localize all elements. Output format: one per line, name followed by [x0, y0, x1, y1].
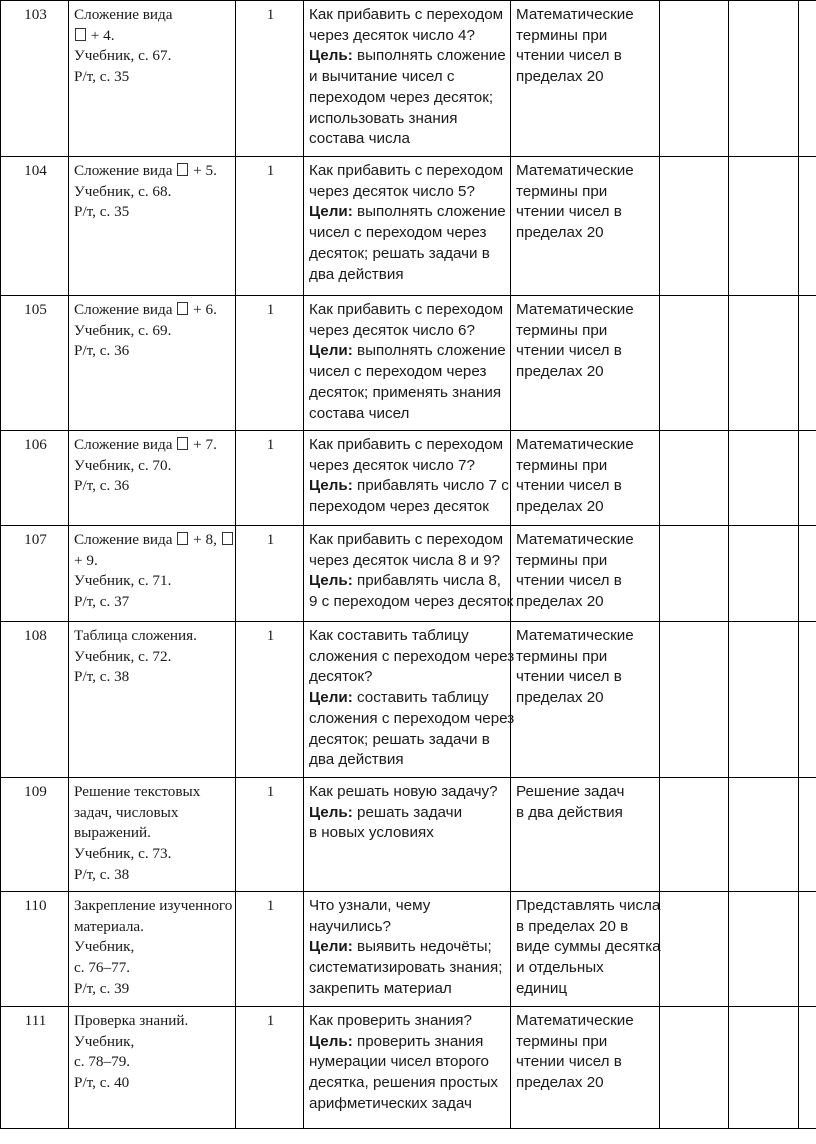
empty-cell-1: [660, 892, 729, 1007]
question-line: Как прибавить с переходом: [309, 301, 504, 318]
question-goal-cell: [304, 892, 511, 1007]
goal-label: Цель:: [309, 47, 353, 65]
terms-line: термины при: [516, 1032, 608, 1050]
goal-line: [309, 404, 507, 425]
terms-line: термины при: [516, 647, 608, 665]
topic-line: Учебник, с. 73.: [74, 845, 172, 863]
goal-label: Цель:: [309, 803, 353, 821]
lesson-number-cell: 105: [1, 296, 69, 431]
hours-cell: 1: [236, 622, 304, 778]
topic-line: Учебник, с. 70.: [74, 456, 172, 474]
empty-cell-1: [660, 296, 729, 431]
hours-cell: 1: [236, 778, 304, 892]
empty-cell-2: [729, 778, 799, 892]
question-goal-cell: [304, 1, 511, 157]
goal-text: два действия: [309, 751, 404, 769]
goal-line: [309, 202, 507, 223]
lesson-topic-cell: [69, 1, 236, 157]
placeholder-box-icon: [177, 163, 188, 176]
goal-text: составить таблицу: [352, 689, 489, 707]
goal-line: [309, 244, 507, 265]
empty-cell-3: [799, 892, 816, 1007]
question-line: Как прибавить с переходом: [309, 6, 504, 23]
topic-line: Проверка знаний.: [74, 1012, 189, 1029]
goal-line: [309, 88, 507, 109]
terms-line: Математические: [516, 436, 634, 453]
terms-line: в пределах 20 в: [516, 917, 629, 935]
empty-cell-1: [660, 1007, 729, 1129]
goal-text: арифметических задач: [309, 1094, 472, 1112]
terms-line: Математические: [516, 1012, 634, 1029]
lesson-topic-cell: [69, 526, 236, 622]
placeholder-box-icon: [222, 532, 233, 545]
lesson-number-cell: 108: [1, 622, 69, 778]
terms-line: термины при: [516, 182, 608, 200]
lesson-number-cell: 111: [1, 1007, 69, 1129]
goal-text: сложения с переходом через: [309, 709, 515, 727]
lesson-topic-cell: [69, 892, 236, 1007]
hours-cell: 1: [236, 157, 304, 296]
placeholder-box-icon: [177, 302, 188, 315]
lesson-topic-cell: [69, 1007, 236, 1129]
goal-text: решать задачи: [352, 803, 463, 821]
question-line: через десяток число 5?: [309, 182, 475, 200]
topic-line: Учебник, с. 69.: [74, 321, 172, 339]
terms-line: пределах 20: [516, 68, 604, 86]
goal-text: систематизировать знания;: [309, 959, 503, 977]
topic-line: Р/т, с. 35: [74, 68, 130, 86]
goal-text: переходом через десяток;: [309, 88, 494, 106]
terms-line: чтении чисел в: [516, 572, 622, 590]
lesson-topic-cell: [69, 431, 236, 526]
terms-line: пределах 20: [516, 593, 604, 611]
goal-line: [309, 476, 507, 497]
terms-line: чтении чисел в: [516, 1053, 622, 1071]
terms-line: чтении чисел в: [516, 203, 622, 221]
empty-cell-2: [729, 1, 799, 157]
terms-line: пределах 20: [516, 1074, 604, 1092]
topic-line: Р/т, с. 37: [74, 593, 130, 611]
empty-cell-1: [660, 622, 729, 778]
lesson-number-cell: 109: [1, 778, 69, 892]
terms-line: единиц: [516, 979, 568, 997]
topic-line: задач, числовых: [74, 803, 179, 821]
empty-cell-3: [799, 622, 816, 778]
goal-line: [309, 688, 507, 709]
goal-label: Цели:: [309, 938, 353, 956]
topic-line: Р/т, с. 38: [74, 668, 130, 686]
terms-line: пределах 20: [516, 224, 604, 242]
question-line: научились?: [309, 917, 391, 935]
goal-line: [309, 129, 507, 150]
empty-cell-3: [799, 431, 816, 526]
terms-cell: [511, 892, 660, 1007]
table-row: [1, 296, 816, 431]
hours-cell: 1: [236, 296, 304, 431]
goal-text: десятка, решения простых: [309, 1074, 498, 1092]
goal-text: прибавлять число 7 с: [352, 477, 509, 495]
lesson-number-cell: 104: [1, 157, 69, 296]
goal-label: Цель:: [309, 1032, 353, 1050]
goal-line: [309, 1094, 507, 1115]
hours-cell: 1: [236, 1007, 304, 1129]
terms-line: Математические: [516, 6, 634, 23]
question-line: через десяток числа 8 и 9?: [309, 551, 501, 569]
topic-line: Р/т, с. 35: [74, 203, 130, 221]
goal-line: [309, 265, 507, 286]
goal-text: и вычитание чисел с: [309, 68, 455, 86]
hours-cell: 1: [236, 1, 304, 157]
goal-text: в новых условиях: [309, 824, 434, 842]
goal-line: [309, 497, 507, 518]
terms-cell: [511, 1, 660, 157]
topic-line: с. 76–77.: [74, 959, 131, 977]
question-goal-cell: [304, 431, 511, 526]
question-line: Как прибавить с переходом: [309, 531, 504, 548]
question-goal-cell: [304, 622, 515, 778]
lesson-rows: [1, 1, 816, 1129]
terms-line: Математические: [516, 162, 634, 179]
goal-label: Цели:: [309, 342, 353, 360]
terms-line: виде суммы десятка: [516, 938, 661, 956]
terms-line: термины при: [516, 551, 608, 569]
goal-line: [309, 1032, 507, 1053]
terms-line: Математические: [516, 627, 634, 644]
terms-line: термины при: [516, 321, 608, 339]
empty-cell-1: [660, 526, 729, 622]
empty-cell-2: [729, 157, 799, 296]
terms-cell: [511, 778, 660, 892]
topic-line: Учебник,: [74, 1032, 135, 1050]
terms-line: Математические: [516, 531, 634, 548]
lesson-number-cell: 107: [1, 526, 69, 622]
goal-text: выполнять сложение: [352, 203, 506, 221]
goal-label: Цель:: [309, 477, 353, 495]
goal-line: [309, 46, 507, 67]
goal-text: десяток; применять знания: [309, 383, 502, 401]
question-line: Как прибавить с переходом: [309, 162, 504, 179]
terms-line: пределах 20: [516, 498, 604, 516]
goal-line: [309, 823, 507, 844]
topic-line: Р/т, с. 36: [74, 342, 130, 360]
terms-cell: [511, 1007, 660, 1129]
terms-line: термины при: [516, 26, 608, 44]
question-line: Как составить таблицу: [309, 627, 469, 644]
goal-line: [309, 1052, 507, 1073]
goal-line: [309, 341, 507, 362]
goal-text: нумерации чисел второго: [309, 1053, 490, 1071]
terms-cell: [511, 526, 660, 622]
goal-line: [309, 67, 507, 88]
terms-line: пределах 20: [516, 363, 604, 381]
terms-line: чтении чисел в: [516, 668, 622, 686]
empty-cell-2: [729, 622, 799, 778]
topic-line: с. 78–79.: [74, 1053, 131, 1071]
goal-text: прибавлять числа 8,: [352, 572, 502, 590]
goal-text: переходом через десяток: [309, 498, 489, 516]
topic-line: Закрепление изученного: [74, 897, 233, 914]
terms-line: чтении чисел в: [516, 342, 622, 360]
terms-line: чтении чисел в: [516, 477, 622, 495]
question-line: десяток?: [309, 668, 373, 686]
goal-line: [309, 937, 507, 958]
empty-cell-3: [799, 778, 816, 892]
goal-text: два действия: [309, 265, 404, 283]
empty-cell-1: [660, 431, 729, 526]
table-row: [1, 778, 816, 892]
goal-label: Цели:: [309, 689, 353, 707]
goal-label: Цели:: [309, 203, 353, 221]
topic-line: Решение текстовых: [74, 783, 201, 800]
topic-line: Сложение вида + 7.: [74, 436, 217, 453]
topic-line: Р/т, с. 36: [74, 477, 130, 495]
topic-line: Учебник, с. 72.: [74, 647, 172, 665]
topic-line: Учебник,: [74, 938, 135, 956]
topic-line: Сложение вида + 5.: [74, 162, 217, 179]
question-goal-cell: [304, 157, 511, 296]
terms-line: чтении чисел в: [516, 47, 622, 65]
empty-cell-2: [729, 431, 799, 526]
topic-line: Учебник, с. 67.: [74, 47, 172, 65]
topic-line: Р/т, с. 38: [74, 865, 130, 883]
goal-line: [309, 109, 507, 130]
goal-text: выполнять сложение: [352, 342, 506, 360]
goal-text: состава числа: [309, 130, 410, 148]
terms-cell: [511, 157, 660, 296]
goal-text: чисел с переходом через: [309, 224, 487, 242]
placeholder-box-icon: [177, 437, 188, 450]
empty-cell-3: [799, 157, 816, 296]
topic-line: + 9.: [74, 551, 98, 569]
hours-cell: 1: [236, 892, 304, 1007]
lesson-topic-cell: [69, 296, 236, 431]
table-row: [1, 526, 816, 622]
empty-cell-2: [729, 296, 799, 431]
question-line: через десяток число 7?: [309, 456, 475, 474]
empty-cell-2: [729, 526, 799, 622]
topic-line: выражений.: [74, 824, 151, 842]
goal-text: десяток; решать задачи в: [309, 730, 490, 748]
goal-text: выявить недочёты;: [352, 938, 492, 956]
goal-text: чисел с переходом через: [309, 363, 487, 381]
terms-cell: [511, 296, 660, 431]
terms-line: и отдельных: [516, 959, 604, 977]
question-line: через десяток число 6?: [309, 321, 475, 339]
hours-cell: 1: [236, 431, 304, 526]
placeholder-box-icon: [75, 28, 86, 41]
table-row: [1, 1, 816, 157]
empty-cell-2: [729, 892, 799, 1007]
question-line: Как решать новую задачу?: [309, 783, 498, 800]
terms-cell: [511, 622, 660, 778]
goal-line: [309, 223, 507, 244]
empty-cell-3: [799, 1007, 816, 1129]
topic-line: Р/т, с. 39: [74, 979, 130, 997]
topic-line: Учебник, с. 71.: [74, 572, 172, 590]
lesson-topic-cell: [69, 157, 236, 296]
question-line: Как проверить знания?: [309, 1012, 472, 1029]
goal-line: [309, 362, 507, 383]
topic-line: Таблица сложения.: [74, 627, 197, 644]
goal-line: [309, 592, 514, 613]
table-row: [1, 1007, 816, 1129]
lesson-number-cell: 106: [1, 431, 69, 526]
terms-line: термины при: [516, 456, 608, 474]
question-line: сложения с переходом через: [309, 647, 515, 665]
topic-line: + 4.: [74, 26, 232, 47]
lesson-topic-cell: [69, 778, 236, 892]
terms-line: Решение задач: [516, 783, 625, 800]
goal-text: проверить знания: [352, 1032, 484, 1050]
topic-line: Учебник, с. 68.: [74, 182, 172, 200]
topic-line: Сложение вида: [74, 6, 173, 23]
empty-cell-1: [660, 1, 729, 157]
question-goal-cell: [304, 1007, 511, 1129]
goal-text: использовать знания: [309, 109, 458, 127]
topic-line: материала.: [74, 917, 144, 935]
question-goal-cell: [304, 296, 511, 431]
goal-line: [309, 803, 507, 824]
table-row: [1, 892, 816, 1007]
empty-cell-3: [799, 526, 816, 622]
table-row: [1, 622, 816, 778]
goal-text: закрепить материал: [309, 979, 452, 997]
question-line: Что узнали, чему: [309, 897, 431, 914]
goal-line: [309, 750, 507, 771]
goal-line: [309, 383, 507, 404]
empty-cell-2: [729, 1007, 799, 1129]
question-line: через десяток число 4?: [309, 26, 475, 44]
lesson-topic-cell: [69, 622, 236, 778]
goal-text: десяток; решать задачи в: [309, 244, 490, 262]
empty-cell-3: [799, 296, 816, 431]
empty-cell-1: [660, 778, 729, 892]
hours-cell: 1: [236, 526, 304, 622]
placeholder-box-icon: [177, 532, 188, 545]
terms-line: пределах 20: [516, 689, 604, 707]
question-goal-cell: [304, 526, 514, 622]
goal-line: [309, 958, 507, 979]
terms-line: в два действия: [516, 803, 623, 821]
goal-line: [309, 730, 507, 751]
lesson-number-cell: 110: [1, 892, 69, 1007]
table-row: [1, 157, 816, 296]
goal-line: [309, 1073, 507, 1094]
goal-text: состава чисел: [309, 404, 410, 422]
goal-text: 9 с переходом через десяток: [309, 593, 514, 611]
lesson-number-cell: 103: [1, 1, 69, 157]
topic-line: Сложение вида + 6.: [74, 301, 217, 318]
question-line: Как прибавить с переходом: [309, 436, 504, 453]
empty-cell-1: [660, 157, 729, 296]
terms-cell: [511, 431, 660, 526]
goal-line: [309, 979, 507, 1000]
goal-label: Цель:: [309, 572, 353, 590]
goal-line: [309, 709, 515, 730]
terms-line: Представлять числа: [516, 897, 661, 914]
question-goal-cell: [304, 778, 511, 892]
terms-line: Математические: [516, 301, 634, 318]
topic-line: Сложение вида + 8,: [74, 530, 232, 551]
goal-line: [309, 571, 507, 592]
goal-text: выполнять сложение: [352, 47, 506, 65]
topic-line: Р/т, с. 40: [74, 1074, 130, 1092]
table-row: [1, 431, 816, 526]
empty-cell-3: [799, 1, 816, 157]
